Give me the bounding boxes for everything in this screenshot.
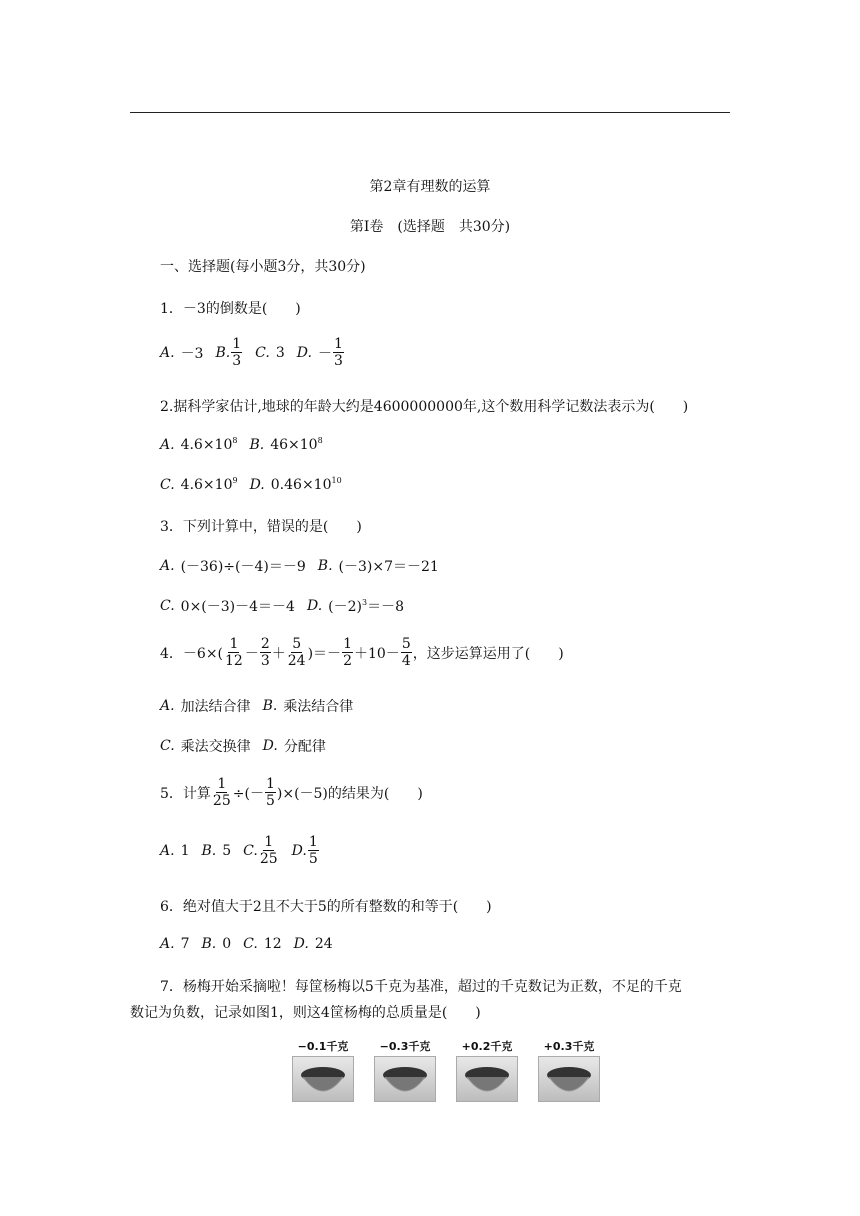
option-c-text: 0×(－3)－4＝－4 bbox=[180, 599, 295, 615]
basket-2 bbox=[374, 1038, 436, 1102]
option-label: A. bbox=[160, 558, 175, 574]
option-label: B. bbox=[262, 698, 278, 714]
option-b-text: (－3)×7＝－21 bbox=[338, 559, 439, 575]
question-3-options-ab bbox=[160, 556, 439, 576]
question-3-options-cd bbox=[160, 596, 404, 616]
fraction: $\frac{5}{4}$ bbox=[401, 636, 411, 670]
option-label: D. bbox=[296, 344, 312, 361]
option-label: C. bbox=[160, 738, 175, 754]
option-label: A. bbox=[160, 344, 175, 361]
option-a-text: 加法结合律 bbox=[180, 699, 251, 715]
option-label: B. bbox=[201, 842, 217, 859]
option-label: A. bbox=[160, 436, 175, 453]
option-label: C. bbox=[160, 598, 175, 614]
option-label: A. bbox=[160, 698, 175, 714]
figure-1-baskets bbox=[290, 1038, 610, 1108]
fraction: $\frac{1}{25}$ bbox=[212, 776, 231, 810]
option-label: D. bbox=[306, 598, 323, 614]
option-label: A. bbox=[160, 936, 175, 952]
question-4-options-cd bbox=[160, 736, 326, 756]
fraction: $\frac{1}{5}$ bbox=[308, 834, 318, 868]
basket-weight-label: +0.2千克 bbox=[461, 1040, 513, 1053]
option-label: A. bbox=[160, 842, 175, 859]
fraction: $\frac{1}{12}$ bbox=[225, 636, 243, 670]
option-label: B. bbox=[249, 436, 265, 453]
chapter-title: 第2章有理数的运算 bbox=[369, 179, 491, 195]
option-a-text: (－36)÷(－4)＝－9 bbox=[180, 559, 306, 575]
question-4-stem: 4．－6×( $\frac{1}{12}$ － $\frac{2}{3}$ ＋ $\frac{5}{24}$ )＝－ $\frac{1}{2}$ ＋10－ $\frac{5}{4}$ ，这步运算运用了( ) bbox=[160, 636, 564, 670]
fraction: $\frac{1}{5}$ bbox=[265, 776, 275, 810]
option-label: D. bbox=[293, 936, 309, 952]
option-label: D. bbox=[262, 738, 278, 754]
basket-weight-label: −0.3千克 bbox=[379, 1040, 431, 1053]
option-label: C. bbox=[255, 344, 270, 361]
option-b-text: $46\times 10^8$ bbox=[270, 436, 323, 453]
option-label: C. bbox=[243, 936, 258, 952]
question-7-stem-line2: 数记为负数，记录如图1，则这4筐杨梅的总质量是( ) bbox=[130, 1005, 481, 1021]
option-b-text: 乘法结合律 bbox=[283, 699, 354, 715]
question-4-options-ab bbox=[160, 696, 353, 716]
basket-4 bbox=[538, 1038, 600, 1102]
option-d-text: $0.46\times 10^{10}$ bbox=[270, 476, 342, 493]
basket-photo-icon bbox=[538, 1056, 600, 1102]
question-6-stem: 6．绝对值大于2且不大于5的所有整数的和等于( ) bbox=[160, 899, 492, 915]
option-b-text: 5 bbox=[222, 842, 232, 859]
basket-photo-icon bbox=[374, 1056, 436, 1102]
fraction: $\frac{2}{3}$ bbox=[260, 636, 270, 670]
fraction: $\frac{1}{3}$ bbox=[333, 336, 343, 370]
option-a-text: －3 bbox=[180, 345, 204, 362]
basket-photo-icon bbox=[456, 1056, 518, 1102]
question-7-stem-line1: 7．杨梅开始采摘啦！每筐杨梅以5千克为基准，超过的千克数记为正数，不足的千克 bbox=[160, 979, 682, 995]
question-2-stem: 2.据科学家估计,地球的年龄大约是4600000000年,这个数用科学记数法表示为( ) bbox=[160, 399, 689, 415]
option-c-text: $4.6\times 10^9$ bbox=[180, 476, 238, 493]
option-a-text: 1 bbox=[180, 842, 190, 859]
option-d-text: 24 bbox=[314, 936, 333, 952]
basket-3 bbox=[456, 1038, 518, 1102]
option-label: D. bbox=[291, 842, 307, 859]
basket-weight-label: +0.3千克 bbox=[543, 1040, 595, 1053]
basket-1 bbox=[292, 1038, 354, 1102]
option-label: C. bbox=[243, 842, 258, 859]
option-d-sign: － bbox=[317, 345, 332, 362]
section-subtitle: 第Ⅰ卷 (选择题 共30分) bbox=[349, 219, 511, 235]
question-5-options bbox=[160, 834, 320, 867]
option-c-text: 3 bbox=[275, 344, 285, 361]
question-1-stem: 1．－3的倒数是( ) bbox=[160, 301, 301, 317]
header-rule bbox=[130, 112, 730, 113]
basket-weight-label: −0.1千克 bbox=[297, 1040, 349, 1053]
option-label: B. bbox=[201, 936, 217, 952]
section-heading: 一、选择题(每小题3分，共30分) bbox=[160, 259, 366, 275]
fraction: $\frac{1}{2}$ bbox=[343, 636, 352, 670]
option-a-text: 7 bbox=[180, 936, 190, 952]
option-c-text: 12 bbox=[263, 936, 282, 952]
option-d-text: $(-2)^3=-8$ bbox=[328, 598, 405, 615]
question-2-options-cd bbox=[160, 476, 342, 493]
fraction: $\frac{1}{25}$ bbox=[259, 834, 278, 868]
fraction: $\frac{5}{24}$ bbox=[287, 636, 306, 670]
option-label: B. bbox=[317, 558, 333, 574]
option-label: D. bbox=[249, 476, 265, 493]
question-3-stem: 3．下列计算中，错误的是( ) bbox=[160, 519, 362, 535]
question-5-stem: 5．计算 $\frac{1}{25}$ ÷(－ $\frac{1}{5}$ )×(－5)的结果为( ) bbox=[160, 776, 423, 810]
option-label: B. bbox=[215, 344, 231, 361]
fraction: $\frac{1}{3}$ bbox=[232, 336, 242, 370]
option-label: C. bbox=[160, 476, 175, 493]
question-2-options-ab bbox=[160, 436, 323, 453]
question-6-options bbox=[160, 936, 333, 952]
basket-photo-icon bbox=[292, 1056, 354, 1102]
option-d-text: 分配律 bbox=[283, 739, 326, 755]
option-a-text: $4.6\times 10^8$ bbox=[180, 436, 238, 453]
question-1-options bbox=[160, 336, 345, 369]
option-b-text: 0 bbox=[222, 936, 232, 952]
option-c-text: 乘法交换律 bbox=[180, 739, 251, 755]
